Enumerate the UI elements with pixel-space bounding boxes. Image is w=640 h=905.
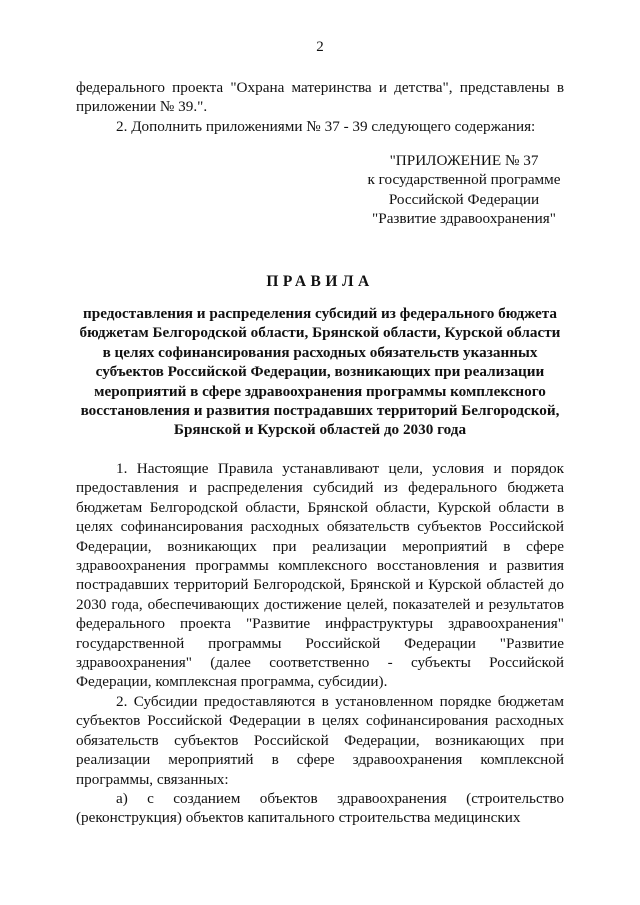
clause-1-paragraph: 1. Настоящие Правила устанавливают цели, условия и порядок предоставления и распределения субсидий из федерального бюджета бюджетам Белгородской области, Брянской области, Курской области в целях софинансирования расходных обязательств субъектов Российской Федерации, возникающих при реализации мероприятий в сфере здравоохранения программы комплексного восстановления и развития пострадавших территорий Белгородской, Брянской и Курской областей до 2030 года, обеспечивающих достижение целей, показателей и результатов федерального проекта "Развитие инфраструктуры здравоохранения" государственной программы Российской Федерации "Развитие здравоохранения" (далее соответственно - субъекты Российской Федерации, комплексная программа, субсидии). bbox=[76, 460, 564, 691]
rules-subtitle-line: мероприятий в сфере здравоохранения программы комплексного bbox=[94, 382, 546, 400]
rules-subtitle-line: бюджетам Белгородской области, Брянской области, Курской области bbox=[79, 324, 561, 342]
appendix-program-line: к государственной программе bbox=[367, 171, 561, 189]
appendix-country-line: Российской Федерации bbox=[388, 190, 540, 208]
rules-clauses bbox=[76, 459, 564, 828]
page-number: 2 bbox=[316, 39, 324, 55]
clause-2a-paragraph: а) с созданием объектов здравоохранения (строительство (реконструкция) объектов капитального строительства медицинских bbox=[76, 789, 564, 827]
rules-subtitle-line: Брянской и Курской областей до 2030 года bbox=[173, 421, 467, 439]
rules-subtitle-line: в целях софинансирования расходных обязательств указанных bbox=[102, 343, 538, 361]
intro-section bbox=[76, 78, 564, 136]
rules-subtitle-line: предоставления и распределения субсидий из федерального бюджета bbox=[83, 305, 557, 322]
appendix-header bbox=[350, 151, 578, 229]
rules-subtitle-line: субъектов Российской Федерации, возникающих при реализации bbox=[95, 363, 545, 381]
appendix-number-line: "ПРИЛОЖЕНИЕ № 37 bbox=[389, 152, 539, 169]
intro-continuation-paragraph: федерального проекта "Охрана материнства и детства", представлены в приложении № 39.". bbox=[76, 79, 564, 116]
appendix-program-name-line: "Развитие здравоохранения" bbox=[372, 210, 556, 228]
rules-title: ПРАВИЛА bbox=[266, 273, 374, 290]
clause-2-paragraph: 2. Субсидии предоставляются в установленном порядке бюджетам субъектов Российской Федерации в целях софинансирования расходных обязательств субъектов Российской Федерации, возникающих при реализации мероприятий в сфере здравоохранения комплексной программы, связанных: bbox=[76, 692, 564, 788]
rules-subtitle bbox=[76, 304, 564, 440]
amendment-item-paragraph: 2. Дополнить приложениями № 37 - 39 следующего содержания: bbox=[116, 117, 536, 135]
rules-subtitle-line: восстановления и развития пострадавших территорий Белгородской, bbox=[80, 402, 560, 420]
